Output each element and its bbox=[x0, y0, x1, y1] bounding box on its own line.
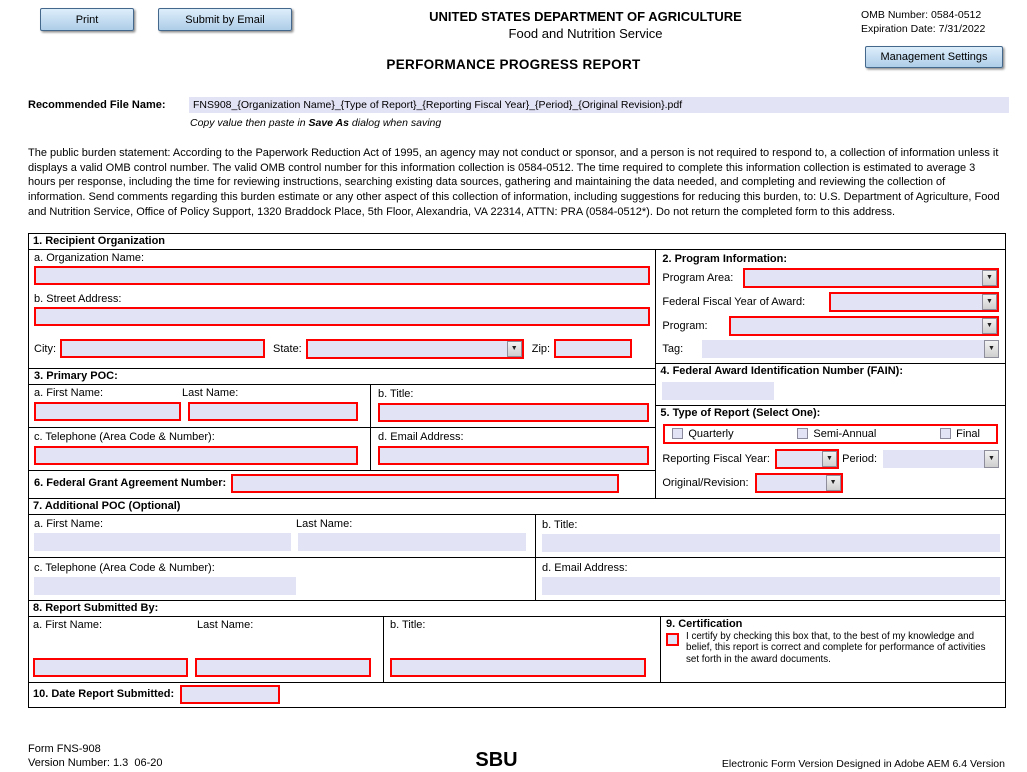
final-label: Final bbox=[956, 427, 980, 440]
dropdown-arrow-icon[interactable]: ▼ bbox=[507, 341, 522, 357]
semi-annual-option bbox=[797, 428, 876, 440]
submitter-first-name-input[interactable] bbox=[33, 658, 188, 677]
agency-name: UNITED STATES DEPARTMENT OF AGRICULTURE bbox=[429, 9, 742, 24]
omb-number: OMB Number: 0584-0512 bbox=[861, 9, 982, 21]
hint-save-as: Save As bbox=[308, 117, 349, 129]
primary-first-name-label: a. First Name: bbox=[34, 386, 104, 399]
burden-statement: The public burden statement: According to the Paperwork Reduction Act of 1995, an agency may not conduct or sponsor, and a person is not required to respond to, a collection of information unless it displays a valid OMB control number. The valid OMB control number for this information collection is 0584-0512. The time required to complete this information collection is estimated to average 3 hours per response, including the time for reviewing instructions, searching existing data sources, gathering and maintaining the data needed, and completing and reviewing the collection of information. Send comments regarding this burden estimate or any other aspect of this collection of information, including suggestions for reducing this burden, to: U.S. Department of Agriculture, Food and Nutrition Service, Office of Policy Support, 1320 Braddock Place, 5th Floor, Alexandria, VA 22314, ATTN: PRA (0584-0512*). Do not return the completed form to this address. bbox=[28, 147, 1000, 218]
fain-input[interactable] bbox=[662, 382, 774, 400]
section4-header: 4. Federal Award Identification Number (FAIN): bbox=[656, 363, 1005, 379]
fiscal-year-award-row bbox=[656, 290, 1005, 314]
dropdown-arrow-icon[interactable]: ▼ bbox=[826, 475, 841, 491]
tag-row bbox=[656, 338, 1005, 363]
dropdown-arrow-icon[interactable]: ▼ bbox=[984, 450, 999, 468]
primary-first-name-input[interactable] bbox=[34, 402, 181, 421]
federal-fiscal-year-select[interactable] bbox=[829, 292, 999, 312]
date-submitted-input[interactable] bbox=[180, 685, 280, 704]
certification-checkbox[interactable] bbox=[666, 633, 679, 646]
section3-header: 3. Primary POC: bbox=[29, 368, 655, 385]
primary-phone-label: c. Telephone (Area Code & Number): bbox=[34, 430, 215, 443]
section8-header: 8. Report Submitted By: bbox=[29, 601, 1005, 617]
recommended-file-name-row bbox=[28, 97, 1009, 113]
section6-header: 6. Federal Grant Agreement Number: bbox=[34, 477, 227, 490]
version-value: 1.3 06-20 bbox=[113, 756, 163, 769]
primary-poc-title-cell bbox=[371, 385, 655, 427]
primary-poc-name-row bbox=[29, 385, 655, 428]
file-name-label: Recommended File Name: bbox=[28, 99, 166, 111]
management-settings-button[interactable]: Management Settings bbox=[865, 46, 1003, 68]
additional-poc-title-cell bbox=[536, 515, 1005, 557]
additional-email-cell bbox=[536, 558, 1005, 600]
print-button[interactable]: Print bbox=[40, 8, 134, 31]
version-label: Version Number: bbox=[28, 756, 110, 769]
primary-phone-input[interactable] bbox=[34, 446, 358, 465]
hint-suffix: dialog when saving bbox=[348, 117, 442, 129]
additional-poc-name-row bbox=[29, 515, 1005, 558]
reporting-fiscal-year-label: Reporting Fiscal Year: bbox=[662, 452, 770, 465]
section7-header: 7. Additional POC (Optional) bbox=[29, 499, 1005, 515]
zip-input[interactable] bbox=[554, 339, 632, 358]
state-select[interactable] bbox=[306, 339, 524, 359]
submit-by-email-button[interactable]: Submit by Email bbox=[158, 8, 292, 31]
primary-email-cell bbox=[371, 428, 655, 470]
additional-first-name-input[interactable] bbox=[34, 533, 291, 551]
primary-title-label: b. Title: bbox=[378, 387, 414, 400]
semi-annual-checkbox[interactable] bbox=[797, 428, 808, 439]
omb-block bbox=[861, 8, 1013, 36]
date-submitted-row bbox=[29, 683, 1005, 707]
file-name-value: FNS908_{Organization Name}_{Type of Report}_{Reporting Fiscal Year}_{Period}_{Original Revision}.pdf bbox=[189, 97, 1009, 113]
tag-select[interactable] bbox=[702, 340, 999, 358]
agency-subtitle: Food and Nutrition Service bbox=[508, 26, 663, 41]
period-select[interactable] bbox=[883, 450, 999, 468]
dropdown-arrow-icon[interactable]: ▼ bbox=[982, 270, 997, 286]
tag-label: Tag: bbox=[662, 342, 684, 355]
additional-phone-cell bbox=[29, 558, 536, 600]
designed-in-note: Electronic Form Version Designed in Adobe AEM 6.4 Version bbox=[721, 757, 1005, 770]
zip-label: Zip: bbox=[531, 342, 551, 355]
grant-agreement-number-input[interactable] bbox=[231, 474, 619, 493]
street-address-input[interactable] bbox=[34, 307, 650, 326]
original-revision-label: Original/Revision: bbox=[662, 476, 749, 489]
sbu-marking: SBU bbox=[475, 748, 518, 771]
submitter-names-cell bbox=[29, 617, 384, 682]
org-name-label: a. Organization Name: bbox=[34, 251, 145, 264]
city-input[interactable] bbox=[60, 339, 265, 358]
additional-title-label: b. Title: bbox=[542, 518, 578, 531]
program-area-row bbox=[656, 266, 1005, 290]
additional-phone-label: c. Telephone (Area Code & Number): bbox=[34, 561, 215, 574]
section5-header: 5. Type of Report (Select One): bbox=[656, 405, 1005, 421]
grant-agreement-row bbox=[29, 471, 655, 497]
dropdown-arrow-icon[interactable]: ▼ bbox=[982, 294, 997, 310]
primary-last-name-input[interactable] bbox=[188, 402, 358, 421]
submitter-first-name-label: a. First Name: bbox=[33, 618, 103, 631]
primary-poc-names-cell bbox=[29, 385, 371, 427]
program-area-select[interactable] bbox=[743, 268, 999, 288]
section1-header: 1. Recipient Organization bbox=[29, 234, 1005, 250]
page-footer bbox=[28, 742, 1005, 770]
program-row bbox=[656, 314, 1005, 338]
state-label: State: bbox=[273, 342, 302, 355]
original-revision-select[interactable] bbox=[755, 473, 843, 493]
type-of-report-group bbox=[663, 424, 998, 444]
submitter-last-name-input[interactable] bbox=[195, 658, 371, 677]
certification-cell bbox=[661, 617, 1005, 682]
additional-phone-input[interactable] bbox=[34, 577, 296, 595]
submitter-title-cell bbox=[384, 617, 661, 682]
page-title: PERFORMANCE PROGRESS REPORT bbox=[386, 57, 641, 72]
submitter-title-input[interactable] bbox=[390, 658, 646, 677]
additional-first-name-label: a. First Name: bbox=[34, 517, 104, 530]
dropdown-arrow-icon[interactable]: ▼ bbox=[822, 451, 837, 467]
primary-email-label: d. Email Address: bbox=[378, 430, 464, 443]
period-label: Period: bbox=[842, 452, 877, 465]
submitter-last-name-label: Last Name: bbox=[197, 618, 254, 631]
upper-columns bbox=[29, 250, 1005, 499]
top-header bbox=[0, 0, 1027, 41]
hint-prefix: Copy value then paste in bbox=[190, 117, 309, 129]
title-row bbox=[0, 53, 1027, 81]
primary-poc-contact-row bbox=[29, 428, 655, 471]
additional-last-name-input[interactable] bbox=[298, 533, 526, 551]
program-area-label: Program Area: bbox=[662, 271, 734, 284]
recipient-org-column bbox=[29, 250, 656, 498]
submitter-title-label: b. Title: bbox=[390, 618, 426, 631]
additional-title-input[interactable] bbox=[542, 534, 1000, 552]
section9-header: 9. Certification bbox=[666, 617, 743, 630]
primary-email-input[interactable] bbox=[378, 446, 649, 465]
report-submitted-by-row bbox=[29, 617, 1005, 683]
main-form-table bbox=[28, 233, 1006, 708]
quarterly-option bbox=[672, 428, 733, 440]
fiscal-year-award-label: Federal Fiscal Year of Award: bbox=[662, 295, 806, 308]
form-number: Form FNS-908 bbox=[28, 742, 101, 755]
reporting-fiscal-year-select[interactable] bbox=[775, 449, 839, 469]
primary-title-input[interactable] bbox=[378, 403, 649, 422]
city-label: City: bbox=[34, 342, 56, 355]
additional-poc-contact-row bbox=[29, 558, 1005, 601]
additional-email-input[interactable] bbox=[542, 577, 1000, 595]
agency-header bbox=[310, 8, 861, 41]
dropdown-arrow-icon[interactable]: ▼ bbox=[984, 340, 999, 358]
primary-phone-cell bbox=[29, 428, 371, 470]
city-state-zip-row bbox=[29, 328, 655, 368]
certification-text: I certify by checking this box that, to the best of my knowledge and belief, this report is correct and complete for performance of activities set forth in the award documents. bbox=[686, 630, 986, 666]
program-select[interactable] bbox=[729, 316, 999, 336]
section2-header: 2. Program Information: bbox=[662, 252, 788, 265]
additional-poc-names-cell bbox=[29, 515, 536, 557]
final-checkbox[interactable] bbox=[940, 428, 951, 439]
primary-last-name-label: Last Name: bbox=[182, 386, 239, 399]
expiration-date: Expiration Date: 7/31/2022 bbox=[861, 23, 986, 35]
additional-email-label: d. Email Address: bbox=[542, 561, 628, 574]
org-name-input[interactable] bbox=[34, 266, 650, 285]
additional-last-name-label: Last Name: bbox=[296, 517, 353, 530]
action-buttons bbox=[40, 8, 310, 31]
quarterly-label: Quarterly bbox=[688, 427, 734, 440]
program-label: Program: bbox=[662, 319, 708, 332]
reporting-fiscal-year-row bbox=[656, 446, 1005, 470]
file-name-hint bbox=[190, 117, 1027, 129]
quarterly-checkbox[interactable] bbox=[672, 428, 683, 439]
section10-header: 10. Date Report Submitted: bbox=[33, 688, 175, 701]
dropdown-arrow-icon[interactable]: ▼ bbox=[982, 318, 997, 334]
original-revision-row bbox=[656, 470, 1005, 498]
street-label: b. Street Address: bbox=[34, 292, 122, 305]
final-option bbox=[940, 428, 980, 440]
program-info-column bbox=[656, 250, 1005, 498]
semi-annual-label: Semi-Annual bbox=[813, 427, 877, 440]
